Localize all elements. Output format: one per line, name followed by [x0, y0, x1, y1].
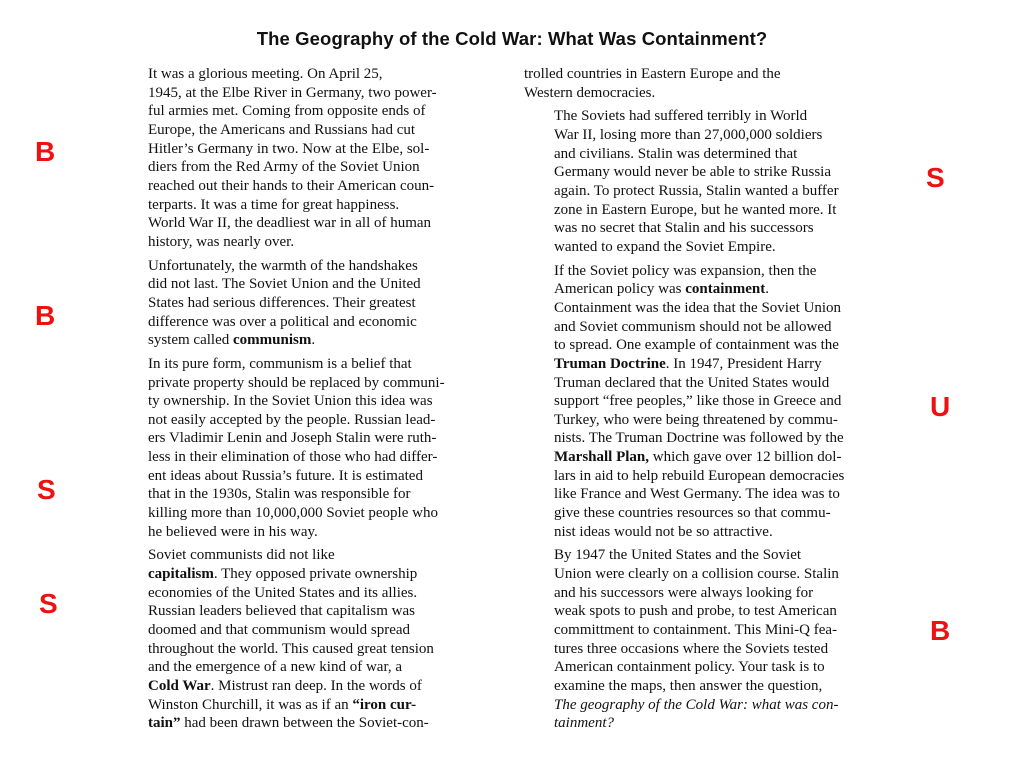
text-line: like France and West Germany. The idea was to [554, 486, 840, 503]
text-line: ent ideas about Russia’s future. It is estimated [148, 467, 423, 484]
margin-letter-left-4: S [39, 588, 58, 619]
paragraph-capitalism [118, 546, 510, 733]
paragraph-containment [524, 262, 916, 542]
text-line: and the emergence of a new kind of war, a [148, 659, 403, 676]
text-line: Europe, the Americans and Russians had cut [148, 121, 416, 138]
term-cold-war: Cold War [148, 678, 211, 694]
text-line [118, 331, 510, 350]
paragraph-soviet-suffering [524, 107, 916, 256]
text-line: give these countries resources so that commu- [554, 505, 831, 522]
text-fragment: . They opposed private ownership [213, 566, 418, 583]
text-line: throughout the world. This caused great tension [148, 640, 434, 657]
text-fragment: . [765, 281, 769, 298]
term-marshall-plan: Marshall Plan, [554, 449, 650, 466]
text-line: weak spots to push and probe, to test American [554, 603, 837, 620]
margin-letter-right-1: S [926, 162, 945, 193]
term-capitalism: capitalism [148, 566, 214, 583]
text-line: In its pure form, communism is a belief that [148, 355, 412, 372]
text-line: to spread. One example of containment was the [554, 337, 839, 354]
paragraph-elbe-meeting [118, 65, 510, 252]
text-line: The Soviets had suffered terribly in World [554, 108, 808, 125]
text-line: zone in Eastern Europe, but he wanted more. It [554, 201, 837, 218]
text-line: nists. The Truman Doctrine was followed by the [554, 430, 844, 447]
paragraph-differences [118, 257, 510, 350]
text-line: 1945, at the Elbe River in Germany, two power- [148, 84, 437, 101]
text-line [524, 280, 916, 299]
text-line [118, 714, 510, 733]
paragraph-communism [118, 355, 510, 542]
term-communism: communism [232, 332, 312, 349]
text-line [118, 677, 510, 696]
text-line: not easily accepted by the people. Russian lead- [148, 411, 436, 428]
text-line: ful armies met. Coming from opposite ends of [148, 103, 426, 120]
text-line: Truman declared that the United States would [554, 374, 830, 391]
text-line: Germany would never be able to strike Russia [554, 164, 832, 181]
text-line: again. To protect Russia, Stalin wanted a buffer [554, 182, 839, 199]
left-column [118, 65, 510, 738]
text-fragment: had been drawn between the Soviet-con- [180, 715, 429, 732]
text-line: nist ideas would not be so attractive. [554, 523, 773, 540]
text-fragment: which gave over 12 billion dol- [649, 449, 842, 466]
text-fragment: . In 1947, President Harry [665, 355, 822, 372]
text-line: It was a glorious meeting. On April 25, [148, 66, 383, 82]
text-line: was no secret that Stalin and his successors [554, 220, 814, 237]
paragraph-collision-course [524, 546, 916, 733]
text-line: and civilians. Stalin was determined that [554, 145, 798, 162]
margin-letter-right-3: B [930, 615, 951, 646]
text-line: Turkey, who were being threatened by commu- [554, 411, 838, 428]
text-line: Western democracies. [524, 84, 656, 101]
text-line: Union were clearly on a collision course. Stalin [554, 566, 839, 583]
text-line: By 1947 the United States and the Soviet [554, 547, 802, 564]
text-line: War II, losing more than 27,000,000 soldiers [554, 126, 823, 143]
text-line [118, 565, 510, 584]
text-line: and his successors were always looking for [554, 584, 814, 601]
text-line: less in their elimination of those who had differ- [148, 449, 438, 466]
text-line: diers from the Red Army of the Soviet Union [148, 159, 420, 176]
term-iron-curtain-end: tain” [148, 715, 181, 732]
text-fragment: system called [148, 332, 233, 349]
text-line: reached out their hands to their American coun- [148, 177, 435, 194]
text-line: trolled countries in Eastern Europe and the [524, 66, 781, 82]
term-truman-doctrine: Truman Doctrine [554, 355, 666, 372]
text-line: tures three occasions where the Soviets tested [554, 640, 829, 657]
paragraph-continuation [524, 65, 916, 102]
text-line: Hitler’s Germany in two. Now at the Elbe, sol- [148, 140, 430, 157]
text-line: wanted to expand the Soviet Empire. [554, 238, 776, 255]
text-line [524, 355, 916, 374]
text-line: Soviet communists did not like [148, 547, 335, 564]
margin-letter-left-1: B [35, 136, 56, 167]
text-fragment: . [311, 332, 316, 349]
text-line: economies of the United States and its allies. [148, 584, 418, 601]
right-column [524, 65, 916, 738]
margin-letter-right-2: U [930, 391, 951, 422]
text-line: and Soviet communism should not be allowed [554, 318, 832, 335]
text-line: killing more than 10,000,000 Soviet people who [148, 505, 438, 522]
text-line: lars in aid to help rebuild European democracies [554, 467, 845, 484]
text-line: committment to containment. This Mini-Q fea- [554, 622, 838, 639]
text-line: he believed were in his way. [148, 523, 318, 540]
text-line: support “free peoples,” like those in Greece and [554, 393, 842, 410]
text-line: Russian leaders believed that capitalism was [148, 603, 416, 620]
text-line [524, 448, 916, 467]
text-line: States had serious differences. Their greatest [148, 294, 416, 311]
text-line: examine the maps, then answer the question, [554, 678, 823, 694]
margin-letter-left-2: B [35, 300, 56, 331]
text-fragment: . Mistrust ran deep. In the words of [210, 678, 422, 694]
text-line: did not last. The Soviet Union and the United [148, 276, 421, 293]
text-line: If the Soviet policy was expansion, then the [554, 262, 817, 279]
margin-letter-left-3: S [37, 474, 56, 505]
question-text: The geography of the Cold War: what was con- [554, 696, 839, 713]
text-line: Containment was the idea that the Soviet Union [554, 299, 842, 316]
text-line: terparts. It was a time for great happiness. [148, 196, 400, 213]
term-iron-curtain: “iron cur- [352, 696, 417, 713]
text-fragment: American policy was [554, 281, 686, 298]
text-line: ers Vladimir Lenin and Joseph Stalin were ruth- [148, 430, 437, 447]
text-line: ty ownership. In the Soviet Union this idea was [148, 393, 433, 410]
question-text-end: tainment? [554, 715, 614, 732]
text-line: history, was nearly over. [148, 233, 295, 250]
text-line: private property should be replaced by communi- [148, 374, 445, 391]
text-line: that in the 1930s, Stalin was responsible for [148, 486, 411, 503]
text-line: American containment policy. Your task is to [554, 659, 825, 676]
text-fragment: Winston Churchill, it was as if an [148, 696, 353, 713]
text-line: difference was over a political and economic [148, 313, 417, 330]
text-line: doomed and that communism would spread [148, 622, 411, 639]
text-line: World War II, the deadliest war in all of human [148, 215, 432, 232]
text-line [118, 696, 510, 715]
term-containment: containment [685, 281, 766, 298]
text-line: Unfortunately, the warmth of the handshakes [148, 257, 418, 274]
document-title: The Geography of the Cold War: What Was Containment? [256, 28, 768, 49]
